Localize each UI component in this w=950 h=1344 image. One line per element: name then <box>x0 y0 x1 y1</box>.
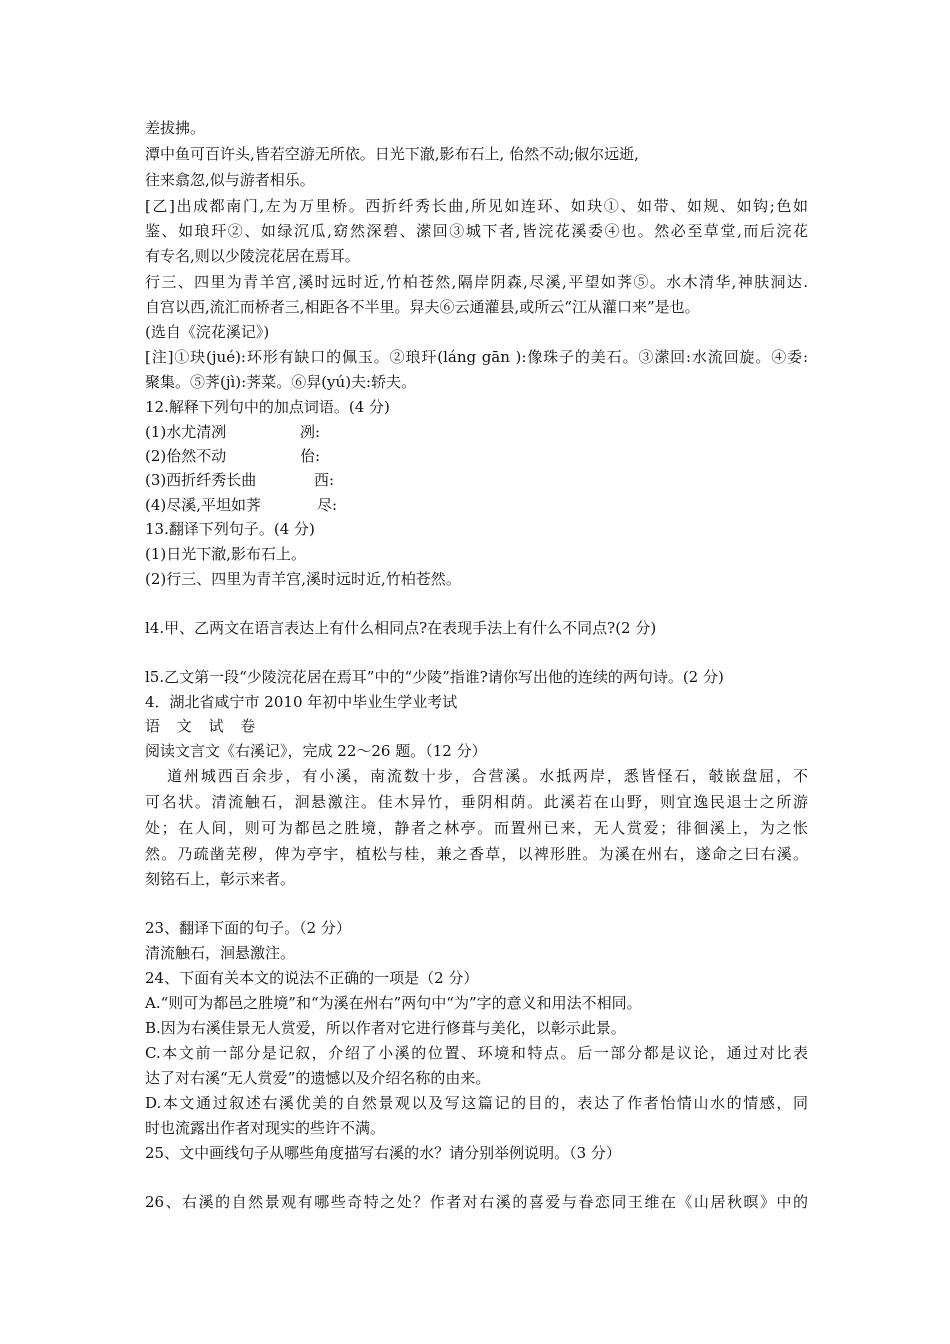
question-23: 23、翻译下面的句子。（2 分） <box>145 919 351 937</box>
passage-line: 刻铭石上，彰示来者。 <box>145 870 296 888</box>
option-a: A.“则可为都邑之胜境”和“为溪在州右”两句中“为”字的意义和用法不相同。 <box>145 994 642 1012</box>
text-line: 鉴、如琅玕②、如绿沉瓜,窈然深碧、潆回③城下者,皆浣花溪委④也。然必至草堂,而后浣花 <box>145 222 808 240</box>
option-c-cont: 达了对右溪“无人赏爱”的遗憾以及介绍名称的由来。 <box>145 1069 491 1087</box>
question-25: 25、文中画线句子从哪些角度描写右溪的水？请分别举例说明。（3 分） <box>145 1144 621 1162</box>
question-15: l5.乙文第一段“少陵浣花居在焉耳”中的“少陵”指谁?请你写出他的连续的两句诗。(2 分) <box>145 668 724 686</box>
question-14: l4.甲、乙两文在语言表达上有什么相同点?在表现手法上有什么不同点?(2 分) <box>145 619 657 637</box>
annotation-line: 聚集。⑤荠(jì):荠菜。⑥舁(yú)夫:轿夫。 <box>145 373 417 391</box>
question-12-item: (2)佁然不动 <box>145 447 227 465</box>
reading-instruction: 阅读文言文《右溪记》，完成 22～26 题。（12 分） <box>145 742 487 760</box>
question-13-item: (1)日光下澈,影布石上。 <box>145 545 307 563</box>
question-12-item: (1)水尤清冽 <box>145 423 227 441</box>
question-12-word: 佁: <box>300 447 321 465</box>
text-line: 潭中鱼可百许头,皆若空游无所依。日光下澈,影布石上, 佁然不动;俶尔远逝, <box>145 145 639 163</box>
question-12: 12.解释下列句中的加点词语。(4 分) <box>145 398 390 416</box>
option-c: C.本文前一部分是记叙，介绍了小溪的位置、环境和特点。后一部分都是议论，通过对比表 <box>145 1044 808 1062</box>
question-26: 26、右溪的自然景观有哪些奇特之处？作者对右溪的喜爱与眷恋同王维在《山居秋暝》中的 <box>145 1193 808 1211</box>
question-12-item: (4)尽溪,平坦如荠 <box>145 496 262 514</box>
question-12-item: (3)西折纤秀长曲 <box>145 471 257 489</box>
text-line: 差拔拂。 <box>145 119 206 137</box>
passage-line: 可名状。清流触石，洄悬激注。佳木异竹，垂阴相荫。此溪若在山野，则宜逸民退士之所游 <box>145 793 808 811</box>
question-13-item: (2)行三、四里为青羊宫,溪时远时近,竹柏苍然。 <box>145 570 461 588</box>
option-d: D.本文通过叙述右溪优美的自然景观以及写这篇记的目的，表达了作者怡情山水的情感，同 <box>145 1094 808 1112</box>
text-line: 有专名,则以少陵浣花居在焉耳。 <box>145 247 360 265</box>
annotation-line: [注]①玦(jué):环形有缺口的佩玉。②琅玕(láng gān ):像珠子的美石。③潆回:水流回旋。④委: <box>145 348 808 366</box>
passage-line: 然。乃疏凿芜秽，俾为亭宇，植松与桂，兼之香草，以裨形胜。为溪在州右，遂命之曰右溪。 <box>145 845 808 863</box>
exam-subject: 语 文 试 卷 <box>145 717 262 735</box>
source-note: (选自《浣花溪记》) <box>145 323 270 341</box>
question-12-word: 尽: <box>317 496 338 514</box>
option-b: B.因为右溪佳景无人赏爱，所以作者对它进行修葺与美化，以彰示此景。 <box>145 1019 626 1037</box>
question-12-word: 冽: <box>300 423 321 441</box>
option-d-cont: 时也流露出作者对现实的些许不满。 <box>145 1119 386 1137</box>
question-24: 24、下面有关本文的说法不正确的一项是（2 分） <box>145 969 479 987</box>
passage-line: 处；在人间，则可为都邑之胜境，静者之林亭。而置州已来，无人赏爱；徘徊溪上，为之怅 <box>145 819 808 837</box>
text-line: 自宫以西,流汇而桥者三,相距各不半里。舁夫⑥云通灌县,或所云“江从灌口来”是也。 <box>145 298 700 316</box>
question-23-sentence: 清流触石，洄悬激注。 <box>145 944 296 962</box>
text-line: [乙]出成都南门,左为万里桥。西折纤秀长曲,所见如连环、如玦①、如带、如规、如钩;色如 <box>145 197 808 215</box>
passage-line: 道州城西百余步，有小溪，南流数十步，合营溪。水抵两岸，悉皆怪石，攲嵌盘屈，不 <box>167 767 808 785</box>
question-12-word: 西: <box>314 471 335 489</box>
text-line: 往来翕忽,似与游者相乐。 <box>145 171 315 189</box>
text-line: 行三、四里为青羊宫,溪时远时近,竹柏苍然,隔岸阴森,尽溪,平望如荠⑤。水木清华,神肤洞达. <box>145 273 808 291</box>
exam-heading: 4．湖北省咸宁市 2010 年初中毕业生学业考试 <box>145 693 458 711</box>
question-13: 13.翻译下列句子。(4 分) <box>145 520 315 538</box>
